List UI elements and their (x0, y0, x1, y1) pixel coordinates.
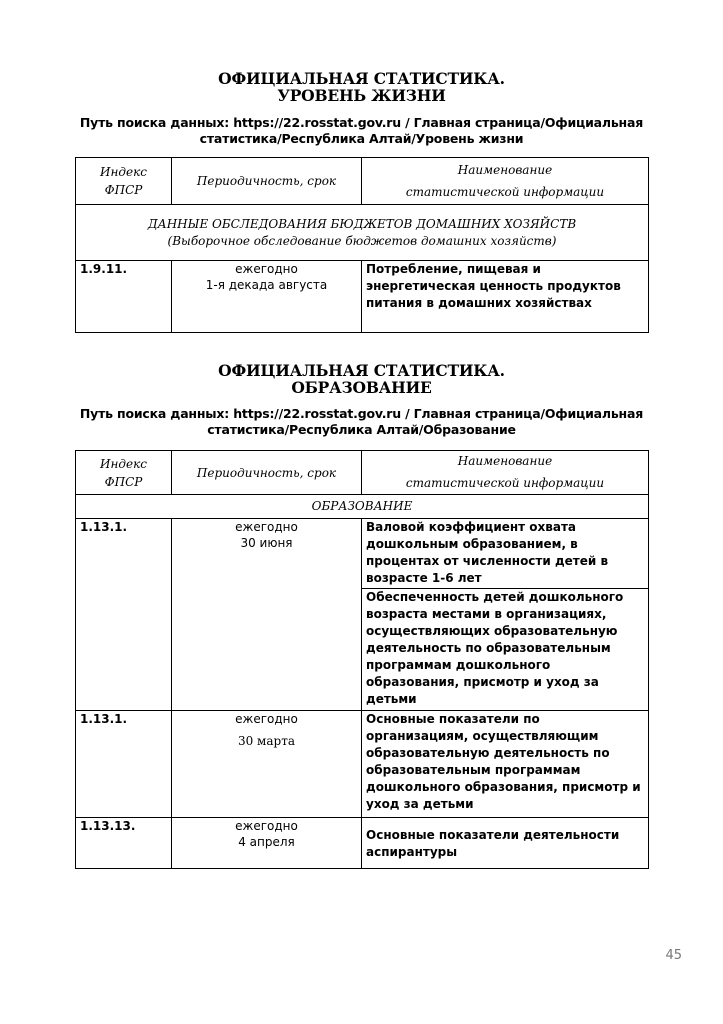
education-table (75, 450, 649, 869)
row-period (172, 818, 362, 869)
table-group-row (76, 495, 649, 519)
row-name: Потребление, пищевая и энергетическая ценность продуктов питания в домашних хозяйствах (362, 261, 649, 333)
section-title-line2: ОБРАЗОВАНИЕ (291, 378, 432, 397)
section-title-education (0, 362, 723, 396)
header-index-line2: ФПСР (104, 474, 143, 489)
row-period-line2: 4 апреля (238, 835, 295, 849)
living-standard-table (75, 157, 649, 333)
data-search-path-line2: статистика/Республика Алтай/Уровень жизни (199, 131, 524, 146)
row-period-line2: 30 марта (237, 734, 296, 748)
header-index-line2: ФПСР (104, 183, 143, 197)
header-period: Периодичность, срок (172, 158, 362, 205)
row-period-line1: ежегодно (235, 520, 298, 534)
row-index: 1.13.13. (76, 818, 172, 869)
header-index (76, 451, 172, 495)
data-search-path-line2: статистика/Республика Алтай/Образование (207, 422, 516, 437)
row-period-line1: ежегодно (235, 819, 298, 833)
header-period: Периодичность, срок (172, 451, 362, 495)
section-title-living-standard (0, 70, 723, 104)
table-row (76, 711, 649, 818)
table-group-row (76, 205, 649, 261)
row-name-secondary: Обеспеченность детей дошкольного возраста местами в организациях, осуществляющих образовательную деятельность по образовательным программам дошкольного образования, присмотр и уход за детьми (362, 589, 649, 711)
row-name: Основные показатели деятельности аспирантуры (362, 818, 649, 869)
table-row (76, 519, 649, 589)
row-period (172, 711, 362, 818)
header-name-line1: Наименование (457, 454, 553, 468)
data-search-path-line1: Путь поиска данных: https://22.rosstat.gov.ru / Главная страница/Официальная (79, 115, 644, 130)
row-period-line1: ежегодно (235, 712, 298, 726)
group-title-line2: (Выборочное обследование бюджетов домашних хозяйств) (167, 233, 557, 248)
table-row (76, 818, 649, 869)
data-search-path-line1: Путь поиска данных: https://22.rosstat.gov.ru / Главная страница/Официальная (79, 406, 644, 421)
row-period (172, 519, 362, 711)
header-index (76, 158, 172, 205)
section-title-line1: ОФИЦИАЛЬНАЯ СТАТИСТИКА. (218, 69, 505, 88)
header-name-line2: статистической информации (405, 476, 605, 490)
row-index: 1.9.11. (76, 261, 172, 333)
row-name: Валовой коэффициент охвата дошкольным образованием, в процентах от численности детей в возрасте 1-6 лет (362, 519, 649, 589)
header-name (362, 451, 649, 495)
section-title-line2: УРОВЕНЬ ЖИЗНИ (277, 86, 446, 105)
row-name: Основные показатели по организациям, осуществляющим образовательную деятельность по образовательным программам дошкольного образования, присмотр и уход за детьми (362, 711, 649, 818)
header-index-line1: Индекс (100, 165, 147, 179)
header-index-line1: Индекс (100, 456, 147, 471)
row-period (172, 261, 362, 333)
page-number: 45 (665, 948, 682, 963)
data-search-path (0, 406, 723, 438)
section-title-line1: ОФИЦИАЛЬНАЯ СТАТИСТИКА. (218, 361, 505, 380)
table-row (76, 261, 649, 333)
group-title (76, 205, 649, 261)
row-period-line1: ежегодно (235, 262, 298, 276)
row-period-line2: 1-я декада августа (205, 278, 328, 292)
data-search-path (0, 115, 723, 147)
row-index: 1.13.1. (76, 519, 172, 711)
row-period-line2: 30 июня (240, 536, 293, 550)
header-name-line1: Наименование (457, 163, 553, 177)
table-header-row (76, 158, 649, 205)
table-header-row (76, 451, 649, 495)
header-name-line2: статистической информации (405, 185, 605, 199)
group-title: ОБРАЗОВАНИЕ (76, 495, 649, 519)
header-name (362, 158, 649, 205)
group-title-line1: ДАННЫЕ ОБСЛЕДОВАНИЯ БЮДЖЕТОВ ДОМАШНИХ ХОЗЯЙСТВ (147, 216, 577, 231)
row-index: 1.13.1. (76, 711, 172, 818)
